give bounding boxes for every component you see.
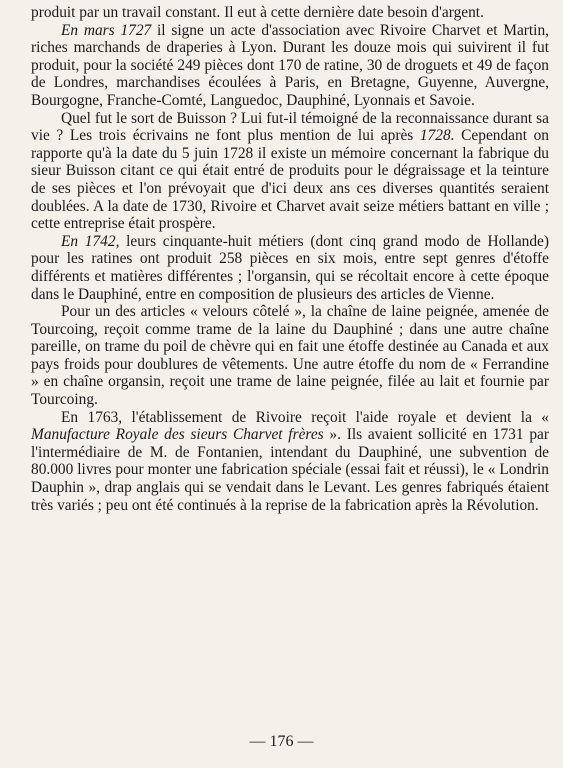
italic-run: Manufacture Royale des sieurs Charvet frères xyxy=(31,426,324,444)
text-run: il signe un acte d'association avec Rivoire Charvet et Martin, riches marchands de draperies à Lyon. Durant les douze mois qui suivirent il fut produit, pour la société 249 pièces dont 170 de ratine, 30 de droguets et 49 de façon de Londres, marchandises écoulées à Paris, en Bretagne, Guyenne, Auvergne, Bourgogne, Franche-Comté, Languedoc, Dauphiné, Lyonnais et Savoie. xyxy=(31,21,549,109)
text-run: Quel fut le sort de Buisson ? Lui fut-il témoigné de la reconnaissance durant sa vie ? Les trois écrivains ne font plus mention de lui après xyxy=(31,109,549,145)
paragraph-1 xyxy=(31,22,549,110)
paragraph-0 xyxy=(31,4,549,22)
paragraph-4 xyxy=(31,303,549,409)
paragraph-2 xyxy=(31,110,549,233)
italic-run: En mars 1727 xyxy=(61,21,152,39)
page-number: — 176 — xyxy=(249,733,314,750)
text-run: produit par un travail constant. Il eut à cette dernière date besoin d'argent. xyxy=(31,4,484,21)
italic-run: En 1742, xyxy=(61,232,120,250)
text-run: En 1763, l'établissement de Rivoire reçoit l'aide royale et devient la « xyxy=(61,408,549,426)
text-run: Pour un des articles « velours côtelé », la chaîne de laine peignée, amenée de Tourcoing, reçoit comme trame de la laine du Dauphiné ; dans une autre chaîne pareille, on trame du poil de chèvre qui en fait une étoffe destinée au Canada et aux pays froids pour doublures de vêtements. Une autre étoffe du nom de « Ferrandine » en chaîne organsin, reçoit une trame de laine peignée, filée au lait et fournie par Tourcoing. xyxy=(31,303,549,409)
paragraph-3 xyxy=(31,233,549,303)
text-run: Cependant on rapporte qu'à la date du 5 juin 1728 il existe un mémoire concernant la fabrique du sieur Buisson citant ce qui était entré de produits pour le dégraissage et la teinture de ses pièces et l'on prévoyait que d'ici deux ans ces diverses quantités seraient doublées. A la date de 1730, Rivoire et Charvet avait seize métiers battant en ville ; cette entreprise était prospère. xyxy=(31,127,549,233)
paragraph-5 xyxy=(31,409,549,515)
italic-run: 1728. xyxy=(419,127,455,145)
text-run: leurs cinquante-huit métiers (dont cinq grand modo de Hollande) pour les ratines ont produit 258 pièces en six mois, entre sept genres d'étoffe différents et matières différentes ; l'organsin, qui se récoltait encore à cette époque dans le Dauphiné, entre en composition de plusieurs des articles de Vienne. xyxy=(31,232,549,303)
text-run: ». Ils avaient sollicité en 1731 par l'intermédiaire de M. de Fontanien, intendant du Dauphiné, une subvention de 80.000 livres pour monter une fabrication spéciale (essai fait et réussi), le « Londrin Dauphin », drap anglais qui se vendait dans le Levant. Les genres fabriqués étaient très variés ; peu ont été continués à la reprise de la fabrication après la Révolution. xyxy=(31,426,549,514)
page-body xyxy=(31,4,549,514)
